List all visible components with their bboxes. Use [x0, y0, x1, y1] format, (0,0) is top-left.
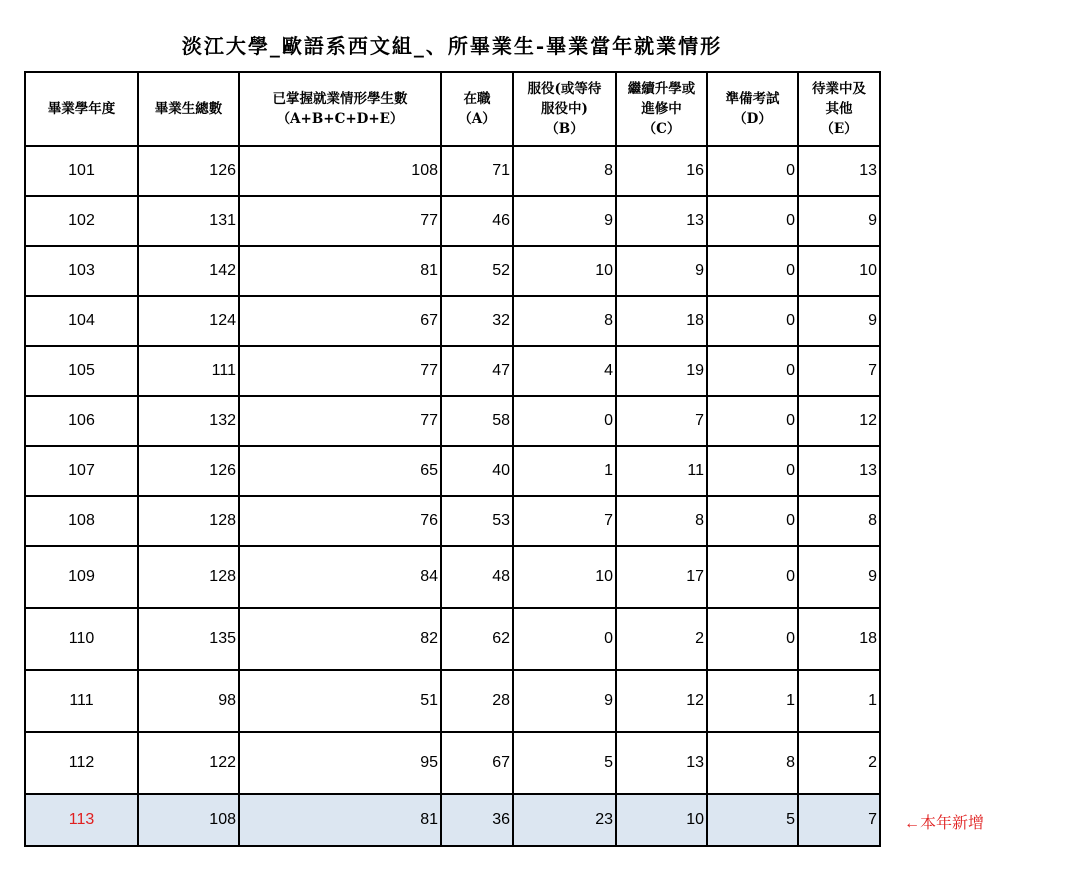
cell-further-study: 7	[616, 396, 707, 446]
col-header-total-graduates	[138, 72, 239, 146]
cell-known-status: 51	[239, 670, 441, 732]
cell-exam-prep: 0	[707, 346, 798, 396]
cell-total-graduates: 124	[138, 296, 239, 346]
cell-employed: 71	[441, 146, 513, 196]
col-header-grad-year	[25, 72, 138, 146]
cell-employed: 40	[441, 446, 513, 496]
table-row	[25, 196, 880, 246]
col-header-known-status	[239, 72, 441, 146]
header-text-line: 畢業生總數	[154, 101, 223, 117]
cell-employed: 52	[441, 246, 513, 296]
table-row	[25, 446, 880, 496]
table-row	[25, 346, 880, 396]
header-text-line: （B）	[545, 121, 584, 137]
col-header-exam-prep	[707, 72, 798, 146]
cell-other: 13	[798, 146, 880, 196]
table-row	[25, 396, 880, 446]
cell-known-status: 77	[239, 346, 441, 396]
cell-grad-year: 102	[25, 196, 138, 246]
cell-total-graduates: 111	[138, 346, 239, 396]
cell-exam-prep: 1	[707, 670, 798, 732]
cell-exam-prep: 0	[707, 296, 798, 346]
cell-military-service: 9	[513, 670, 616, 732]
header-text-line: 準備考試	[725, 91, 780, 107]
cell-employed: 58	[441, 396, 513, 446]
cell-further-study: 8	[616, 496, 707, 546]
cell-exam-prep: 0	[707, 246, 798, 296]
header-text-line: （E）	[820, 121, 858, 137]
cell-employed: 47	[441, 346, 513, 396]
header-text-line: 在職	[463, 91, 491, 107]
cell-other: 18	[798, 608, 880, 670]
cell-military-service: 23	[513, 794, 616, 846]
cell-total-graduates: 131	[138, 196, 239, 246]
cell-exam-prep: 0	[707, 608, 798, 670]
cell-total-graduates: 135	[138, 608, 239, 670]
cell-total-graduates: 126	[138, 446, 239, 496]
col-header-employed	[441, 72, 513, 146]
cell-known-status: 67	[239, 296, 441, 346]
cell-military-service: 5	[513, 732, 616, 794]
cell-military-service: 10	[513, 246, 616, 296]
table-row	[25, 296, 880, 346]
cell-further-study: 13	[616, 196, 707, 246]
header-text-line: （C）	[642, 121, 681, 137]
cell-further-study: 17	[616, 546, 707, 608]
cell-other: 8	[798, 496, 880, 546]
cell-known-status: 76	[239, 496, 441, 546]
cell-further-study: 12	[616, 670, 707, 732]
cell-other: 7	[798, 346, 880, 396]
cell-further-study: 13	[616, 732, 707, 794]
table-row	[25, 608, 880, 670]
cell-total-graduates: 142	[138, 246, 239, 296]
table-body	[25, 146, 880, 846]
header-text-line: 畢業學年度	[47, 101, 116, 117]
cell-grad-year: 101	[25, 146, 138, 196]
cell-military-service: 8	[513, 296, 616, 346]
header-text-line: 繼續升學或	[627, 81, 696, 97]
cell-known-status: 81	[239, 246, 441, 296]
cell-military-service: 4	[513, 346, 616, 396]
cell-total-graduates: 128	[138, 546, 239, 608]
cell-employed: 48	[441, 546, 513, 608]
cell-total-graduates: 132	[138, 396, 239, 446]
cell-grad-year: 107	[25, 446, 138, 496]
cell-grad-year: 106	[25, 396, 138, 446]
cell-further-study: 16	[616, 146, 707, 196]
cell-exam-prep: 0	[707, 396, 798, 446]
table-row	[25, 794, 880, 846]
table-row	[25, 732, 880, 794]
cell-further-study: 10	[616, 794, 707, 846]
cell-known-status: 65	[239, 446, 441, 496]
cell-known-status: 108	[239, 146, 441, 196]
header-text-line: 其他	[825, 101, 853, 117]
cell-grad-year: 113	[25, 794, 138, 846]
header-text-line: 已掌握就業情形學生數	[272, 91, 408, 107]
cell-military-service: 7	[513, 496, 616, 546]
cell-further-study: 11	[616, 446, 707, 496]
employment-table	[24, 71, 881, 847]
cell-known-status: 77	[239, 196, 441, 246]
cell-total-graduates: 108	[138, 794, 239, 846]
header-text-line: 服役中)	[541, 101, 588, 117]
cell-grad-year: 105	[25, 346, 138, 396]
cell-known-status: 77	[239, 396, 441, 446]
cell-further-study: 9	[616, 246, 707, 296]
cell-other: 7	[798, 794, 880, 846]
cell-grad-year: 109	[25, 546, 138, 608]
cell-total-graduates: 126	[138, 146, 239, 196]
cell-other: 1	[798, 670, 880, 732]
header-row	[25, 72, 880, 146]
cell-military-service: 10	[513, 546, 616, 608]
header-text-line: 服役(或等待	[527, 81, 602, 97]
header-text-line: 待業中及	[812, 81, 866, 97]
cell-other: 2	[798, 732, 880, 794]
new-row-note: ←本年新增	[904, 815, 985, 832]
cell-further-study: 2	[616, 608, 707, 670]
cell-grad-year: 112	[25, 732, 138, 794]
cell-grad-year: 104	[25, 296, 138, 346]
cell-further-study: 19	[616, 346, 707, 396]
cell-other: 12	[798, 396, 880, 446]
cell-total-graduates: 122	[138, 732, 239, 794]
cell-grad-year: 108	[25, 496, 138, 546]
cell-employed: 36	[441, 794, 513, 846]
cell-employed: 32	[441, 296, 513, 346]
cell-exam-prep: 0	[707, 446, 798, 496]
table-row	[25, 146, 880, 196]
cell-military-service: 0	[513, 608, 616, 670]
cell-military-service: 9	[513, 196, 616, 246]
header-text-line: （A+B+C+D+E）	[276, 111, 404, 127]
cell-total-graduates: 128	[138, 496, 239, 546]
cell-exam-prep: 0	[707, 196, 798, 246]
cell-grad-year: 111	[25, 670, 138, 732]
cell-employed: 62	[441, 608, 513, 670]
cell-employed: 67	[441, 732, 513, 794]
col-header-further-study	[616, 72, 707, 146]
col-header-military-service	[513, 72, 616, 146]
cell-employed: 46	[441, 196, 513, 246]
table-row	[25, 546, 880, 608]
cell-total-graduates: 98	[138, 670, 239, 732]
cell-military-service: 1	[513, 446, 616, 496]
header-text-line: 進修中	[641, 101, 682, 117]
cell-known-status: 84	[239, 546, 441, 608]
cell-other: 9	[798, 546, 880, 608]
cell-known-status: 95	[239, 732, 441, 794]
cell-known-status: 82	[239, 608, 441, 670]
cell-exam-prep: 0	[707, 146, 798, 196]
cell-exam-prep: 5	[707, 794, 798, 846]
cell-other: 9	[798, 196, 880, 246]
cell-grad-year: 103	[25, 246, 138, 296]
cell-exam-prep: 8	[707, 732, 798, 794]
cell-other: 10	[798, 246, 880, 296]
cell-further-study: 18	[616, 296, 707, 346]
table-row	[25, 246, 880, 296]
cell-grad-year: 110	[25, 608, 138, 670]
header-text-line: （A）	[458, 111, 496, 127]
cell-military-service: 0	[513, 396, 616, 446]
cell-military-service: 8	[513, 146, 616, 196]
col-header-other	[798, 72, 880, 146]
cell-employed: 53	[441, 496, 513, 546]
cell-other: 9	[798, 296, 880, 346]
cell-exam-prep: 0	[707, 546, 798, 608]
cell-other: 13	[798, 446, 880, 496]
header-text-line: （D）	[733, 111, 772, 127]
page-title: 淡江大學_歐語系西文組_、所畢業生-畢業當年就業情形	[181, 34, 723, 58]
cell-exam-prep: 0	[707, 496, 798, 546]
cell-employed: 28	[441, 670, 513, 732]
cell-known-status: 81	[239, 794, 441, 846]
table-row	[25, 496, 880, 546]
table-row	[25, 670, 880, 732]
